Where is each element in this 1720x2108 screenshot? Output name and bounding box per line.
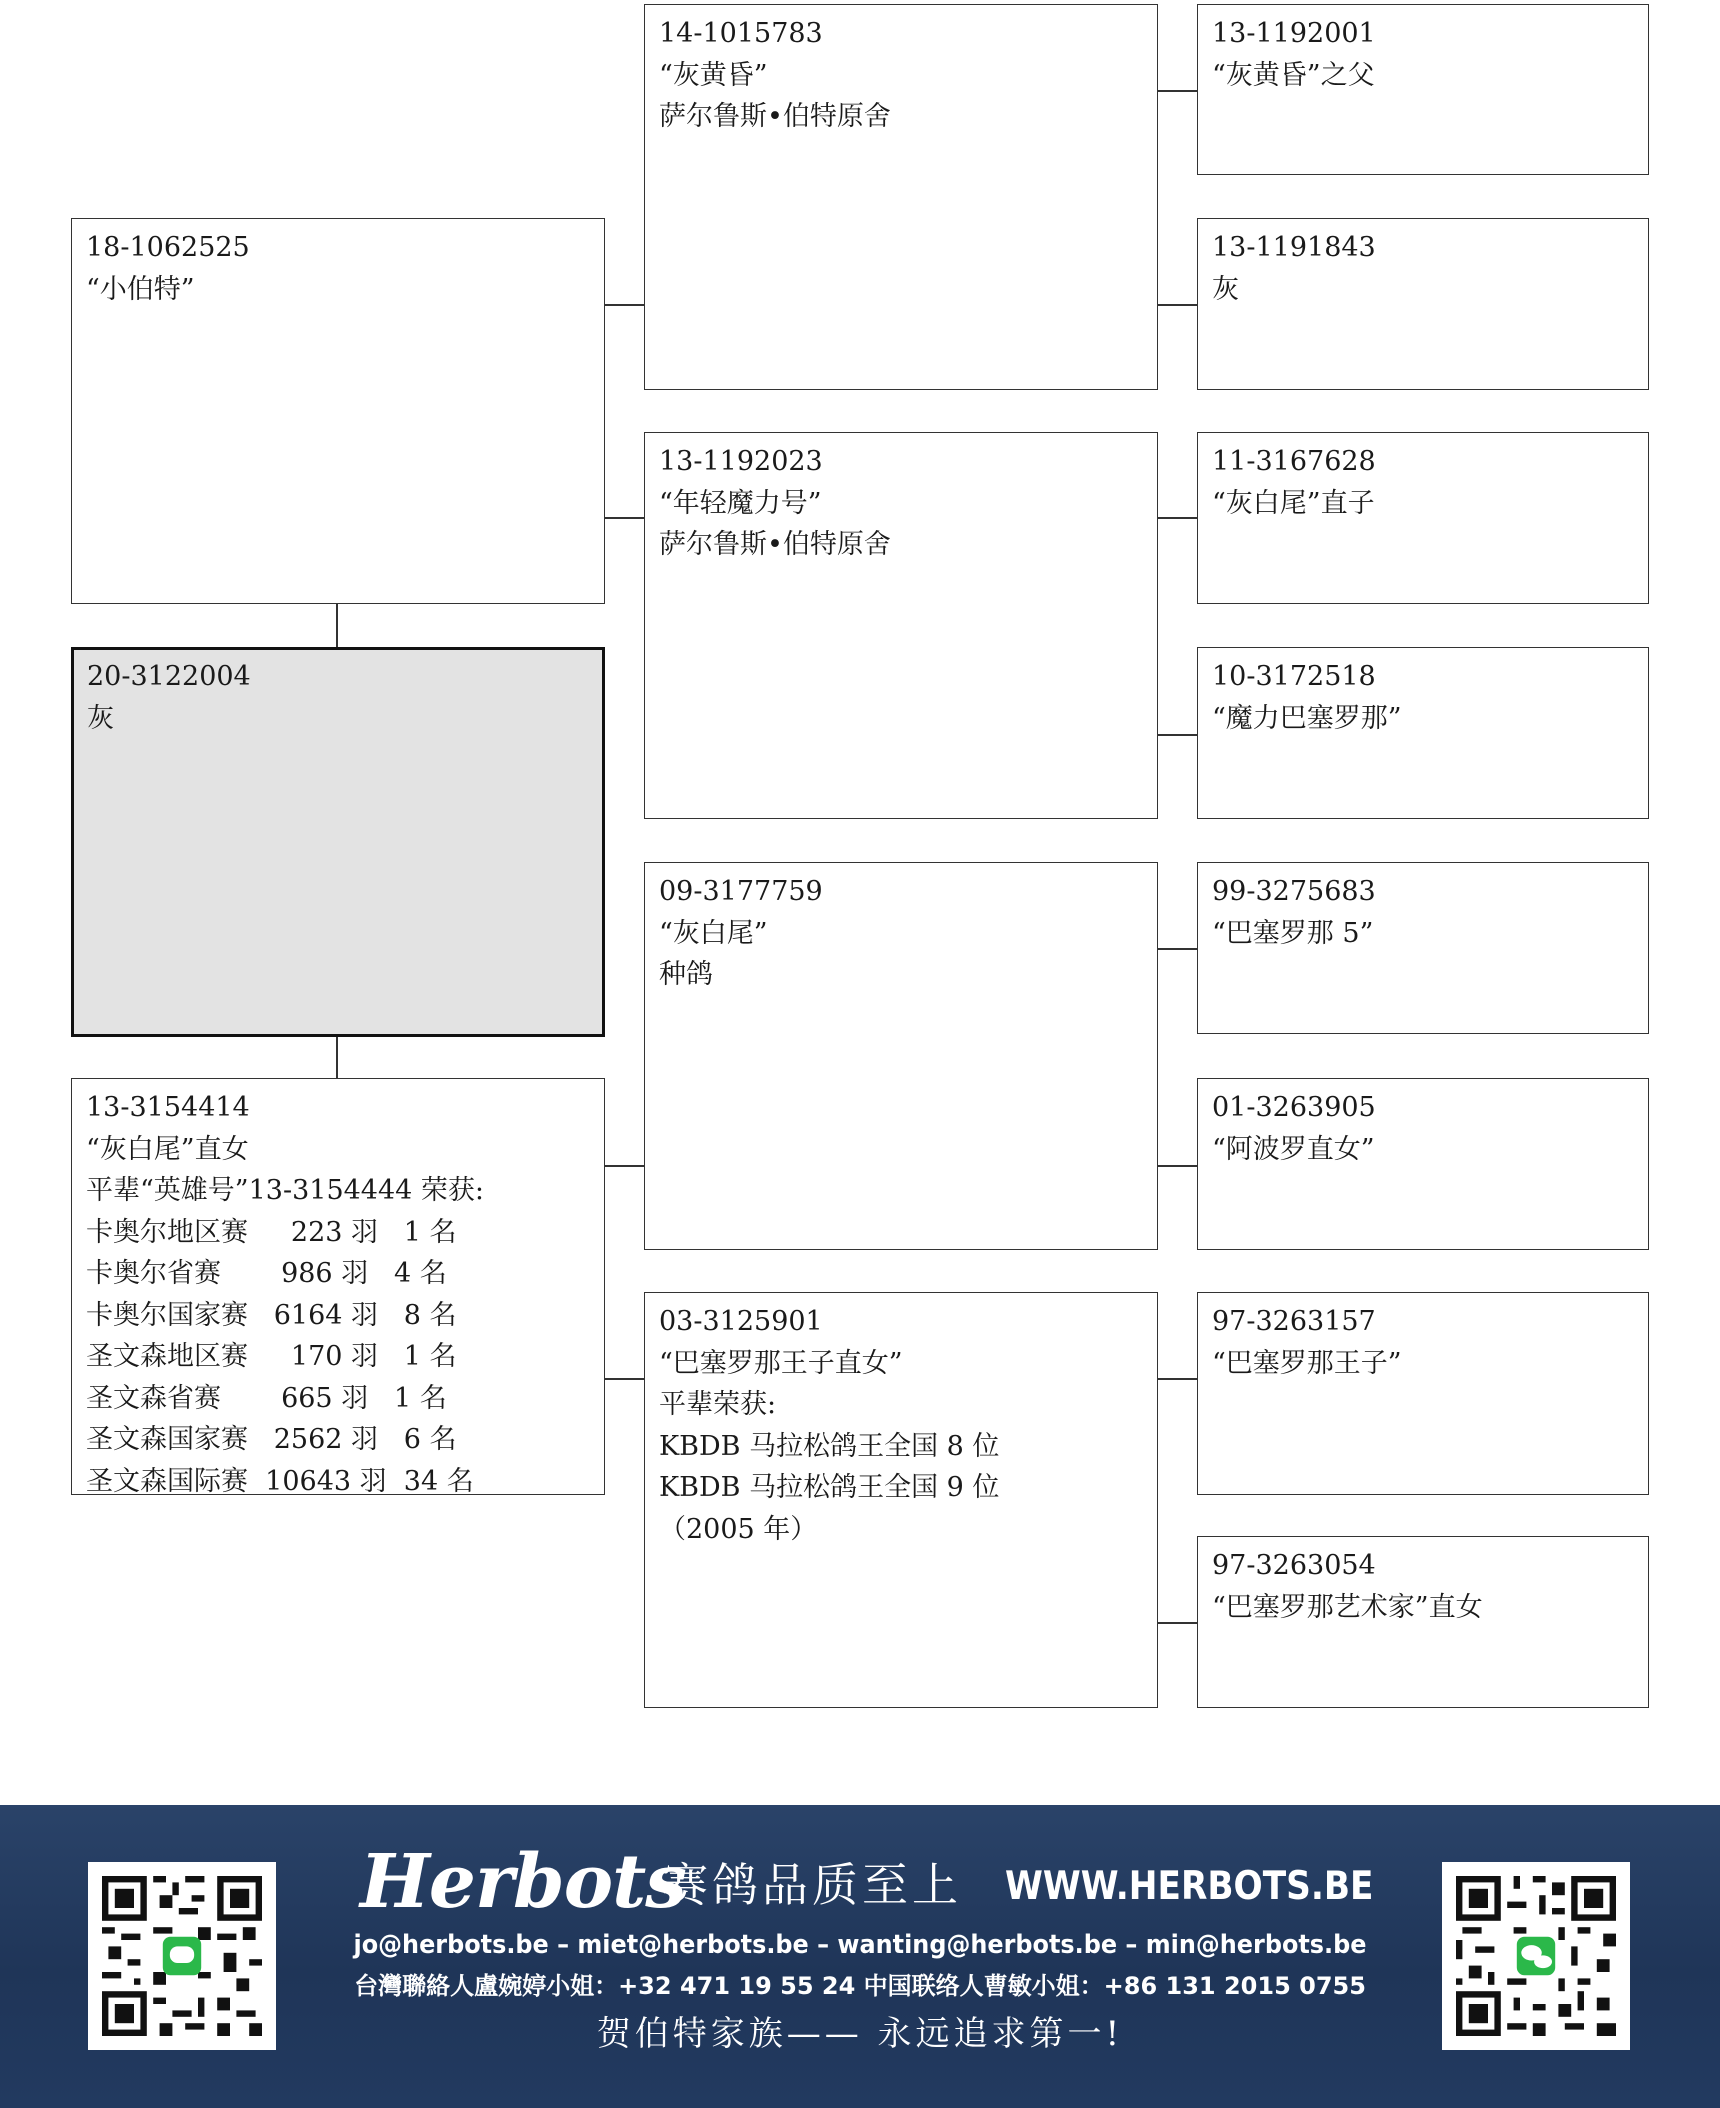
ring-number: 97-3263054 xyxy=(1212,1550,1376,1581)
ring-number: 09-3177759 xyxy=(659,876,823,907)
pigeon-name: “灰白尾” xyxy=(659,917,768,949)
race-result: 卡奥尔国家赛 6164 羽 8 名 xyxy=(86,1299,457,1331)
pigeon-name: “巴塞罗那艺术家”直女 xyxy=(1212,1591,1483,1623)
ancestor-card xyxy=(1197,1292,1649,1495)
ring-number: 11-3167628 xyxy=(1212,446,1376,477)
ancestor-card xyxy=(1197,1536,1649,1708)
race-result: 圣文森省赛 665 羽 1 名 xyxy=(86,1382,447,1414)
ancestor-card xyxy=(1197,4,1649,175)
connector-line xyxy=(1158,304,1197,306)
connector-line xyxy=(605,304,644,306)
pigeon-name: “巴塞罗那王子” xyxy=(1212,1347,1402,1379)
dam-sire-card xyxy=(644,862,1158,1250)
slogan: 赛鸽品质至上 xyxy=(662,1858,962,1912)
achievement-line: （2005 年） xyxy=(659,1513,818,1545)
ring-number: 14-1015783 xyxy=(659,18,823,49)
connector-line xyxy=(605,1378,644,1380)
ancestor-card xyxy=(1197,647,1649,819)
sire-card xyxy=(71,218,605,604)
pigeon-name: “巴塞罗那 5” xyxy=(1212,917,1374,949)
connector-line xyxy=(1158,90,1197,92)
pigeon-name: “阿波罗直女” xyxy=(1212,1133,1375,1165)
achievement-line: 平辈荣获: xyxy=(659,1389,777,1420)
pigeon-name: “灰白尾”直女 xyxy=(86,1133,249,1165)
achievement-line: KBDB 马拉松鸽王全国 8 位 xyxy=(659,1430,1000,1462)
pigeon-role: 种鸽 xyxy=(659,959,713,990)
footer-banner xyxy=(0,1805,1720,2108)
connector-line xyxy=(336,1037,338,1078)
loft-origin: 萨尔鲁斯•伯特原舍 xyxy=(659,101,891,132)
ancestor-card xyxy=(1197,218,1649,390)
ring-number: 20-3122004 xyxy=(87,661,251,692)
subject-card xyxy=(71,647,605,1037)
herbots-logo: Herbots xyxy=(360,1839,686,1925)
ring-number: 13-1191843 xyxy=(1212,232,1376,263)
pigeon-name: “年轻魔力号” xyxy=(659,487,822,519)
ring-number: 13-1192001 xyxy=(1212,18,1376,49)
race-result: 圣文森国家赛 2562 羽 6 名 xyxy=(86,1424,457,1455)
connector-line xyxy=(1158,517,1197,519)
pigeon-name: “灰白尾”直子 xyxy=(1212,487,1375,519)
connector-line xyxy=(605,1165,644,1167)
connector-line xyxy=(336,604,338,647)
contact-phones: 台灣聯絡人盧婉婷小姐：+32 471 19 55 24 中国联络人曹敏小姐：+86 131 2015 0755 xyxy=(354,1972,1366,2000)
ancestor-card xyxy=(1197,432,1649,604)
achievement-line: KBDB 马拉松鸽王全国 9 位 xyxy=(659,1472,1000,1503)
ring-number: 03-3125901 xyxy=(659,1306,823,1337)
pigeon-name: “小伯特” xyxy=(86,273,195,305)
qr-pattern-icon xyxy=(1456,1876,1616,2036)
ring-number: 01-3263905 xyxy=(1212,1092,1376,1123)
ring-number: 13-3154414 xyxy=(86,1092,250,1123)
ancestor-card xyxy=(1197,1078,1649,1250)
dam-dam-card xyxy=(644,1292,1158,1708)
race-result: 卡奥尔地区赛 223 羽 1 名 xyxy=(86,1216,457,1248)
connector-line xyxy=(1158,734,1197,736)
ring-number: 10-3172518 xyxy=(1212,661,1376,692)
email-list[interactable]: jo@herbots.be – miet@herbots.be – wanting@herbots.be – min@herbots.be xyxy=(353,1930,1367,1960)
sibling-note: 平辈“英雄号”13-3154444 荣获: xyxy=(86,1175,485,1206)
brand-row xyxy=(360,1837,1374,1927)
loft-origin: 萨尔鲁斯•伯特原舍 xyxy=(659,529,891,560)
race-result: 圣文森国际赛 10643 羽 34 名 xyxy=(86,1465,474,1495)
family-motto: 贺伯特家族—— 永远追求第一! xyxy=(596,2014,1124,2054)
wechat-qr-code[interactable] xyxy=(1442,1862,1630,2050)
connector-line xyxy=(1158,948,1197,950)
sire-sire-card xyxy=(644,4,1158,390)
pigeon-name: 灰 xyxy=(1212,273,1239,305)
connector-line xyxy=(1158,1622,1197,1624)
pigeon-name: 灰 xyxy=(87,702,114,734)
dam-card xyxy=(71,1078,605,1495)
connector-line xyxy=(605,517,644,519)
website-link[interactable]: WWW.HERBOTS.BE xyxy=(1005,1864,1374,1909)
pigeon-name: “灰黄昏”之父 xyxy=(1212,59,1375,91)
connector-line xyxy=(1158,1165,1197,1167)
pigeon-name: “灰黄昏” xyxy=(659,59,768,91)
pigeon-name: “巴塞罗那王子直女” xyxy=(659,1347,903,1379)
sire-dam-card xyxy=(644,432,1158,819)
ring-number: 13-1192023 xyxy=(659,446,823,477)
ring-number: 99-3275683 xyxy=(1212,876,1376,907)
ring-number: 97-3263157 xyxy=(1212,1306,1376,1337)
ancestor-card xyxy=(1197,862,1649,1034)
pigeon-name: “魔力巴塞罗那” xyxy=(1212,702,1402,734)
connector-line xyxy=(1158,1378,1197,1380)
race-result: 圣文森地区赛 170 羽 1 名 xyxy=(86,1341,457,1372)
race-result: 卡奥尔省赛 986 羽 4 名 xyxy=(86,1258,447,1289)
ring-number: 18-1062525 xyxy=(86,232,250,263)
